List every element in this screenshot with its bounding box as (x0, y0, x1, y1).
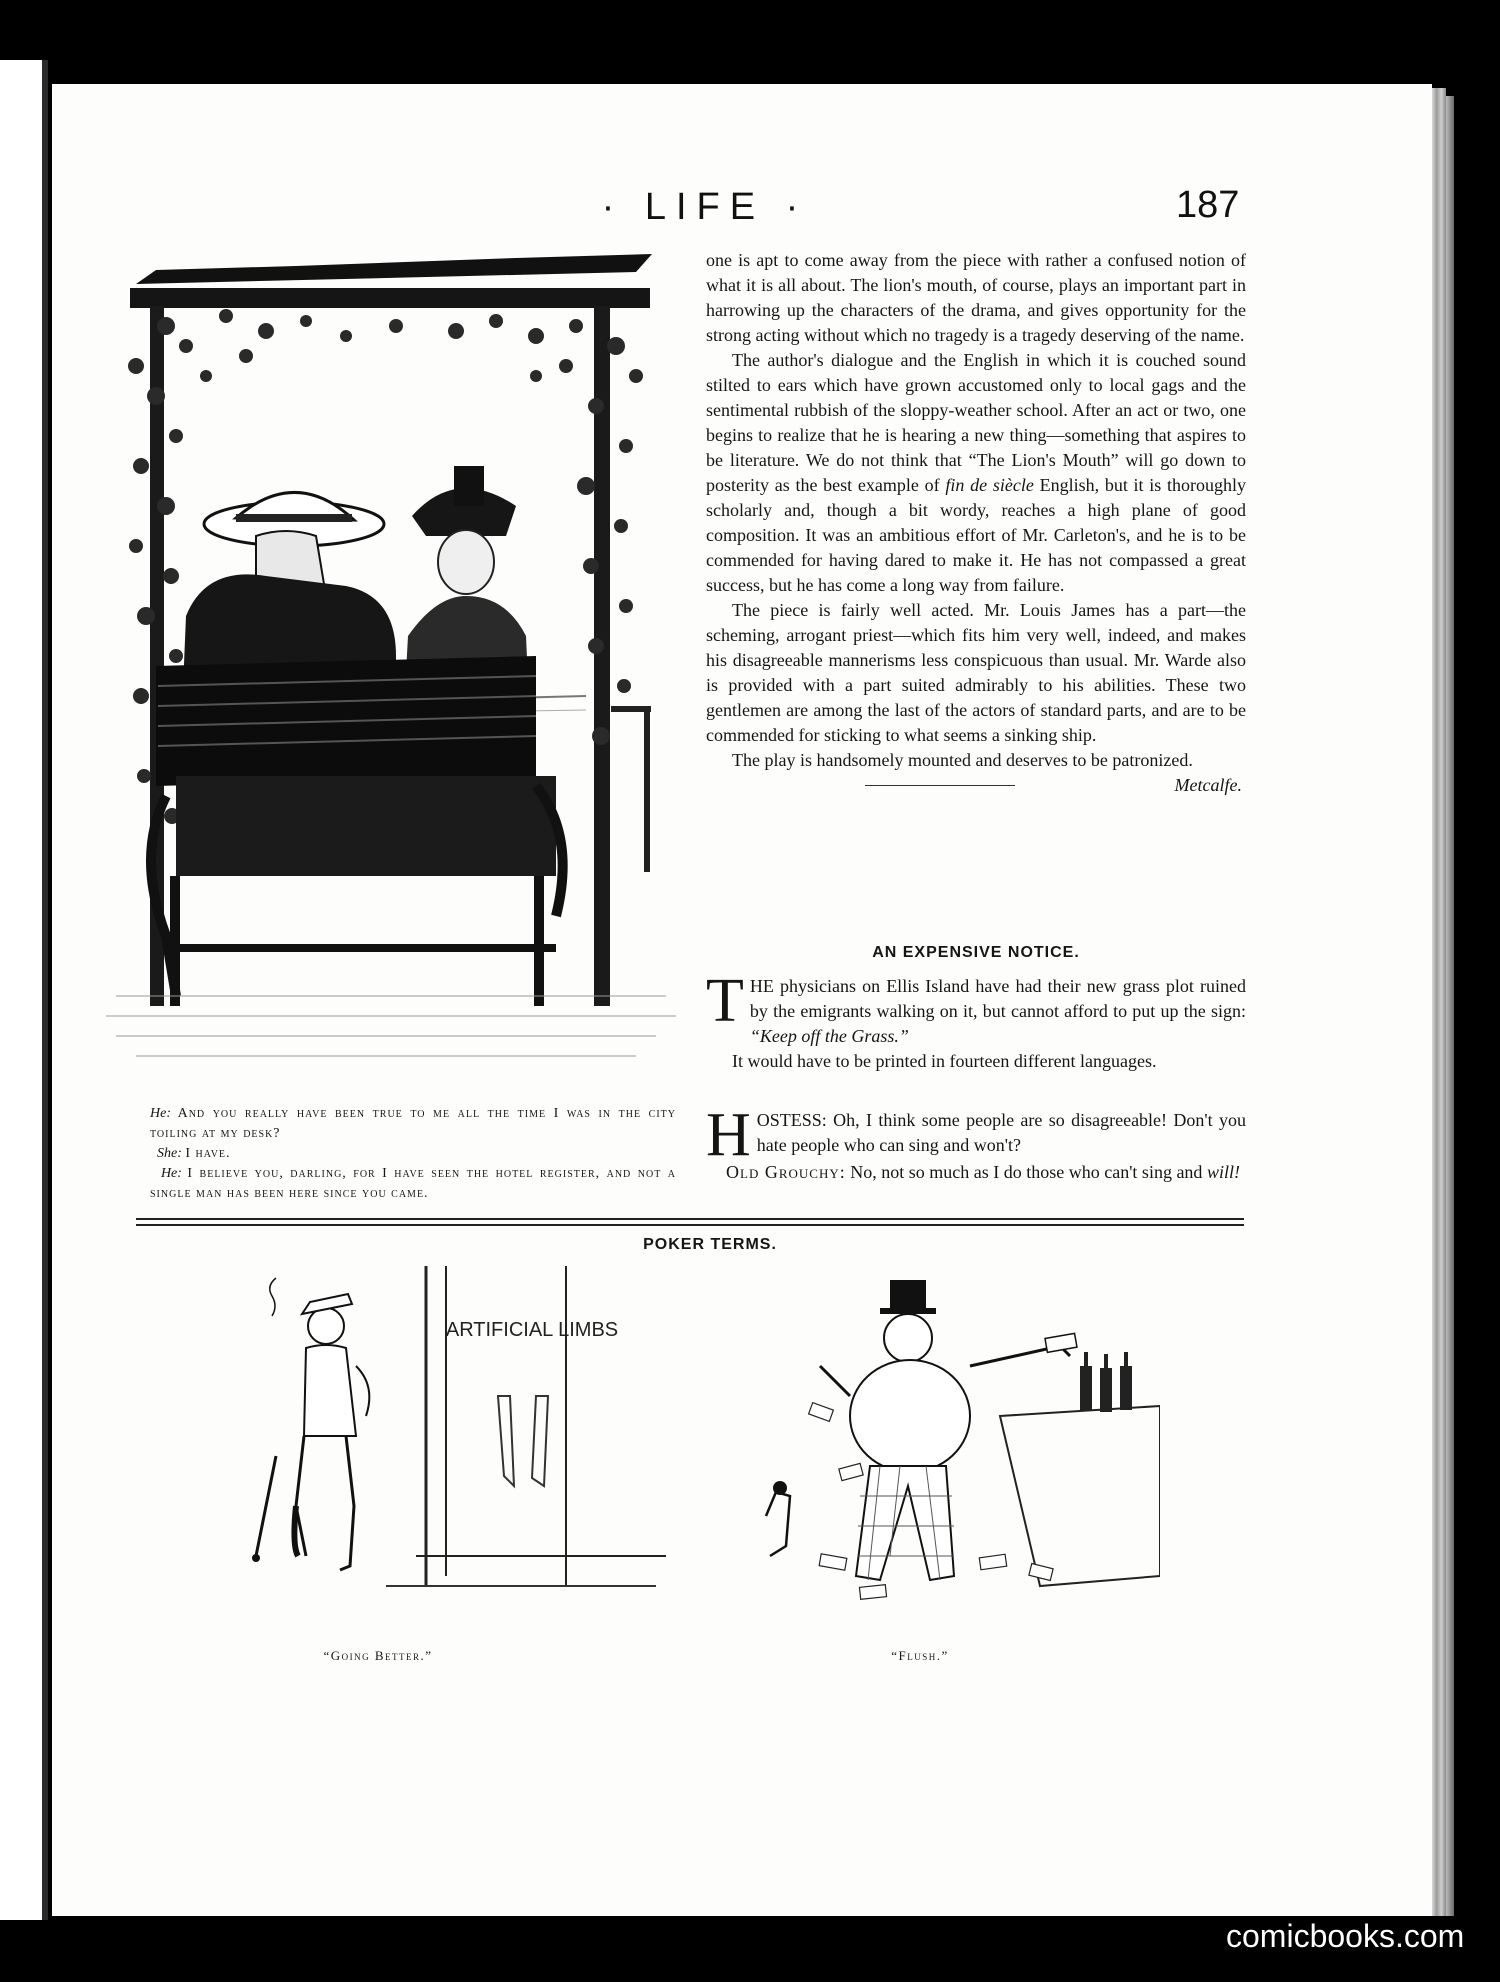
going-better-illustration (236, 1256, 666, 1616)
caption-line-3: I believe you, darling, for I have seen the hotel register, and not a single man has been here since you came. (150, 1166, 676, 1201)
caption-line-2: I have. (185, 1146, 231, 1161)
page-stack-edge-2 (1446, 96, 1454, 1916)
section-divider-top (136, 1218, 1244, 1220)
watermark: comicbooks.com (1226, 1918, 1465, 1954)
review-paragraph-2 (706, 348, 1246, 598)
review-column (706, 248, 1246, 798)
review-signature: Metcalfe. (1174, 775, 1242, 795)
hostess-speaker: OSTESS: (756, 1110, 827, 1130)
illustration-caption (150, 1104, 676, 1204)
page-number: 187 (1176, 184, 1240, 226)
caption-line-1: And you really have been true to me all the time I was in the city toiling at my desk? (150, 1106, 677, 1141)
couple-on-bench-illustration (96, 236, 690, 1096)
grouchy-speaker: Old Grouchy: (726, 1162, 846, 1182)
grouchy-italic: will! (1206, 1162, 1240, 1182)
review-p2-part-b: English, but it is thoroughly scholarly and, though a bit wordy, reaches a high plane of good composition. It was an ambitious effort of Mr. Carleton's, and he is to be commended for having dared to make it. He has not compassed a great success, but he has come a long way from failure. (706, 475, 1247, 595)
flush-illustration (740, 1256, 1160, 1616)
notice-text-b: It would have to be printed in fourteen different languages. (732, 1051, 1157, 1071)
notice-heading: AN EXPENSIVE NOTICE. (872, 944, 1080, 961)
review-paragraph-1: one is apt to come away from the piece with rather a confused notion of what it is all about. The lion's mouth, of course, plays an important part in harrowing up the characters of the drama, and gives opportunity for the strong acting without which no tragedy is a tragedy deserving of the name. (706, 250, 1246, 345)
review-paragraph-4: The play is handsomely mounted and deserves to be patronized. (732, 750, 1193, 770)
hostess-joke (706, 1101, 1246, 1185)
expensive-notice (706, 967, 1246, 1074)
notice-italic: “Keep off the Grass.” (749, 1026, 909, 1046)
signature-rule (865, 785, 1015, 786)
notice-dropcap: T (706, 967, 744, 1035)
hostess-text: Oh, I think some people are so disagreeable! Don't you hate people who can sing and won't? (756, 1110, 1246, 1155)
poker-terms-title: POKER TERMS. (643, 1236, 777, 1253)
notice-text-a: HE physicians on Ellis Island have had their new grass plot ruined by the emigrants walking on it, but cannot afford to put up the sign: (749, 976, 1246, 1021)
review-p2-italic: fin de siècle (945, 475, 1034, 495)
flush-caption: “Flush.” (891, 1648, 949, 1663)
hostess-dropcap: H (706, 1101, 751, 1169)
masthead: · LIFE · (601, 186, 809, 228)
review-signature-line (706, 773, 1246, 798)
page-stack-edge (1432, 88, 1446, 1916)
artificial-limbs-sign: ARTIFICIAL LIMBS (445, 1319, 619, 1341)
caption-speaker-he: He: (150, 1106, 171, 1121)
facing-page-edge (0, 60, 48, 1920)
review-p2-part-a: The author's dialogue and the English in which it is couched sound stilted to ears which have grown accustomed only to local gags and the sentimental rubbish of the sloppy-weather school. After an act or two, one begins to realize that he is hearing a new thing—something that aspires to be literature. We do not think that “The Lion's Mouth” will go down to posterity as the best example of (706, 350, 1246, 495)
caption-speaker-he-2: He: (160, 1166, 182, 1181)
grouchy-text: No, not so much as I do those who can't sing and (850, 1162, 1203, 1182)
going-better-caption: “Going Better.” (323, 1648, 433, 1663)
section-divider-bottom (136, 1224, 1244, 1226)
review-paragraph-3: The piece is fairly well acted. Mr. Louis James has a part—the scheming, arrogant priest—which fits him very well, indeed, and makes his disagreeable mannerisms less conspicuous than usual. Mr. Warde also is provided with a part suited admirably to his abilities. These two gentlemen are among the last of the actors of standard parts, and are to be commended for sticking to what seems a sinking ship. (706, 600, 1246, 745)
caption-speaker-she: She: (157, 1146, 182, 1161)
